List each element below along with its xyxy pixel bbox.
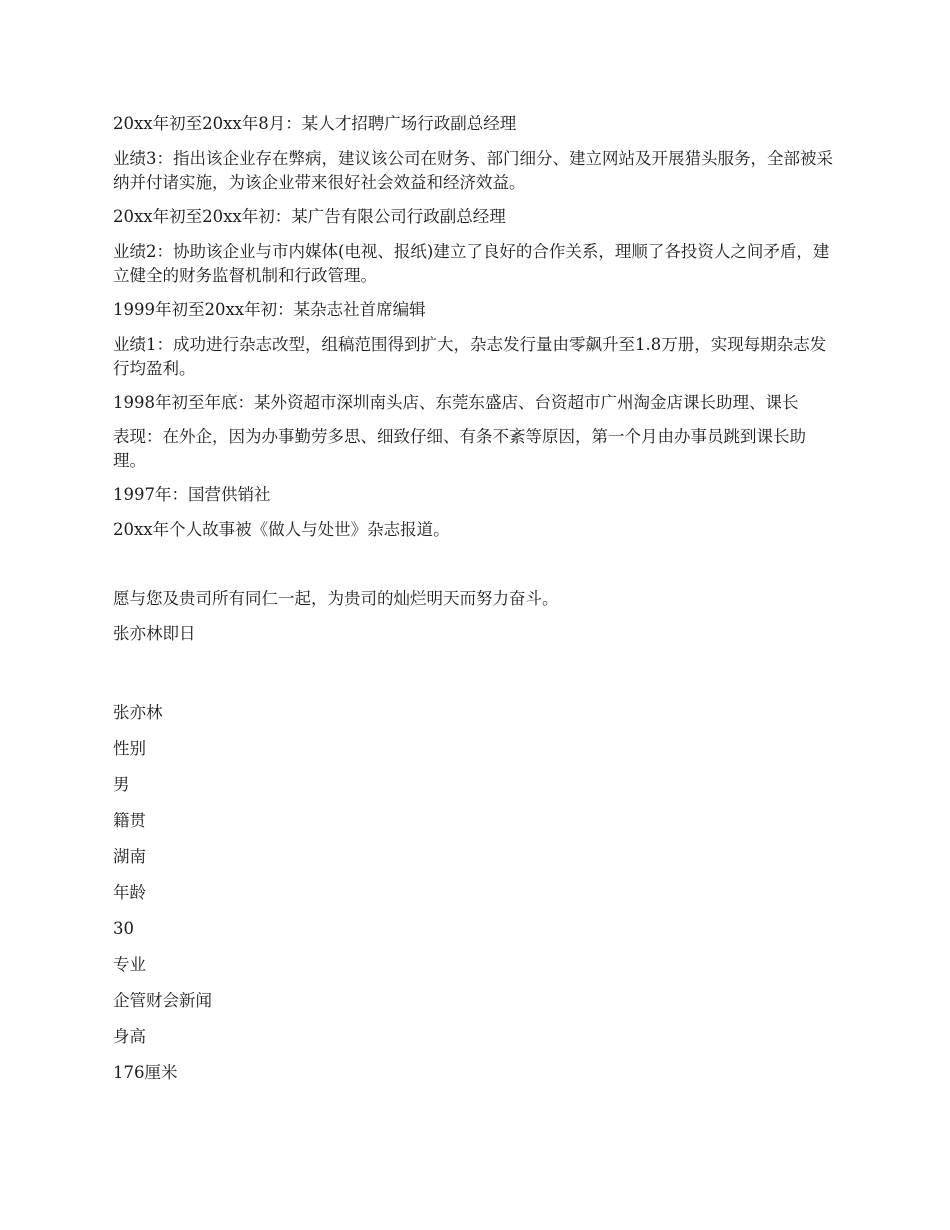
entry-period: 1998年初至年底：某外资超市深圳南头店、东莞东盛店、台资超市广州淘金店课长助理、课长 (113, 393, 799, 412)
age-label: 年龄 (113, 883, 146, 902)
closing-statement: 愿与您及贵司所有同仁一起，为贵司的灿烂明天而努力奋斗。 (113, 589, 559, 608)
entry-period: 20xx年初至20xx年初：某广告有限公司行政副总经理 (113, 207, 506, 226)
origin-label: 籍贯 (113, 811, 146, 830)
entry-achievement: 业绩2：协助该企业与市内媒体(电视、报纸)建立了良好的合作关系，理顺了各投资人之间矛盾，建立健全的财务监督机制和行政管理。 (113, 242, 830, 285)
height-value: 176厘米 (113, 1063, 178, 1082)
major-label: 专业 (113, 955, 146, 974)
age-value: 30 (113, 919, 134, 938)
document-page (113, 112, 838, 1097)
signature: 张亦林即日 (113, 624, 196, 643)
entry-period: 1999年初至20xx年初：某杂志社首席编辑 (113, 300, 426, 319)
origin-value: 湖南 (113, 847, 146, 866)
spacer (113, 553, 838, 587)
profile-name: 张亦林 (113, 703, 163, 722)
gender-label: 性别 (113, 739, 146, 758)
work-history (113, 112, 838, 542)
entry-period: 20xx年初至20xx年8月：某人才招聘广场行政副总经理 (113, 114, 517, 133)
entry-achievement: 业绩1：成功进行杂志改型，组稿范围得到扩大，杂志发行量由零飙升至1.8万册，实现每期杂志发行均盈利。 (113, 335, 827, 378)
entry-achievement: 业绩3：指出该企业存在弊病，建议该公司在财务、部门细分、建立网站及开展猎头服务，全部被采纳并付诸实施，为该企业带来很好社会效益和经济效益。 (113, 149, 833, 192)
entry-period: 1997年：国营供销社 (113, 485, 271, 504)
profile-section (113, 701, 838, 1085)
height-label: 身高 (113, 1027, 146, 1046)
gender-value: 男 (113, 775, 130, 794)
entry-performance: 表现：在外企，因为办事勤劳多思、细致仔细、有条不紊等原因，第一个月由办事员跳到课长助理。 (113, 427, 806, 470)
major-value: 企管财会新闻 (113, 991, 212, 1010)
spacer (113, 657, 838, 701)
media-report: 20xx年个人故事被《做人与处世》杂志报道。 (113, 520, 450, 539)
